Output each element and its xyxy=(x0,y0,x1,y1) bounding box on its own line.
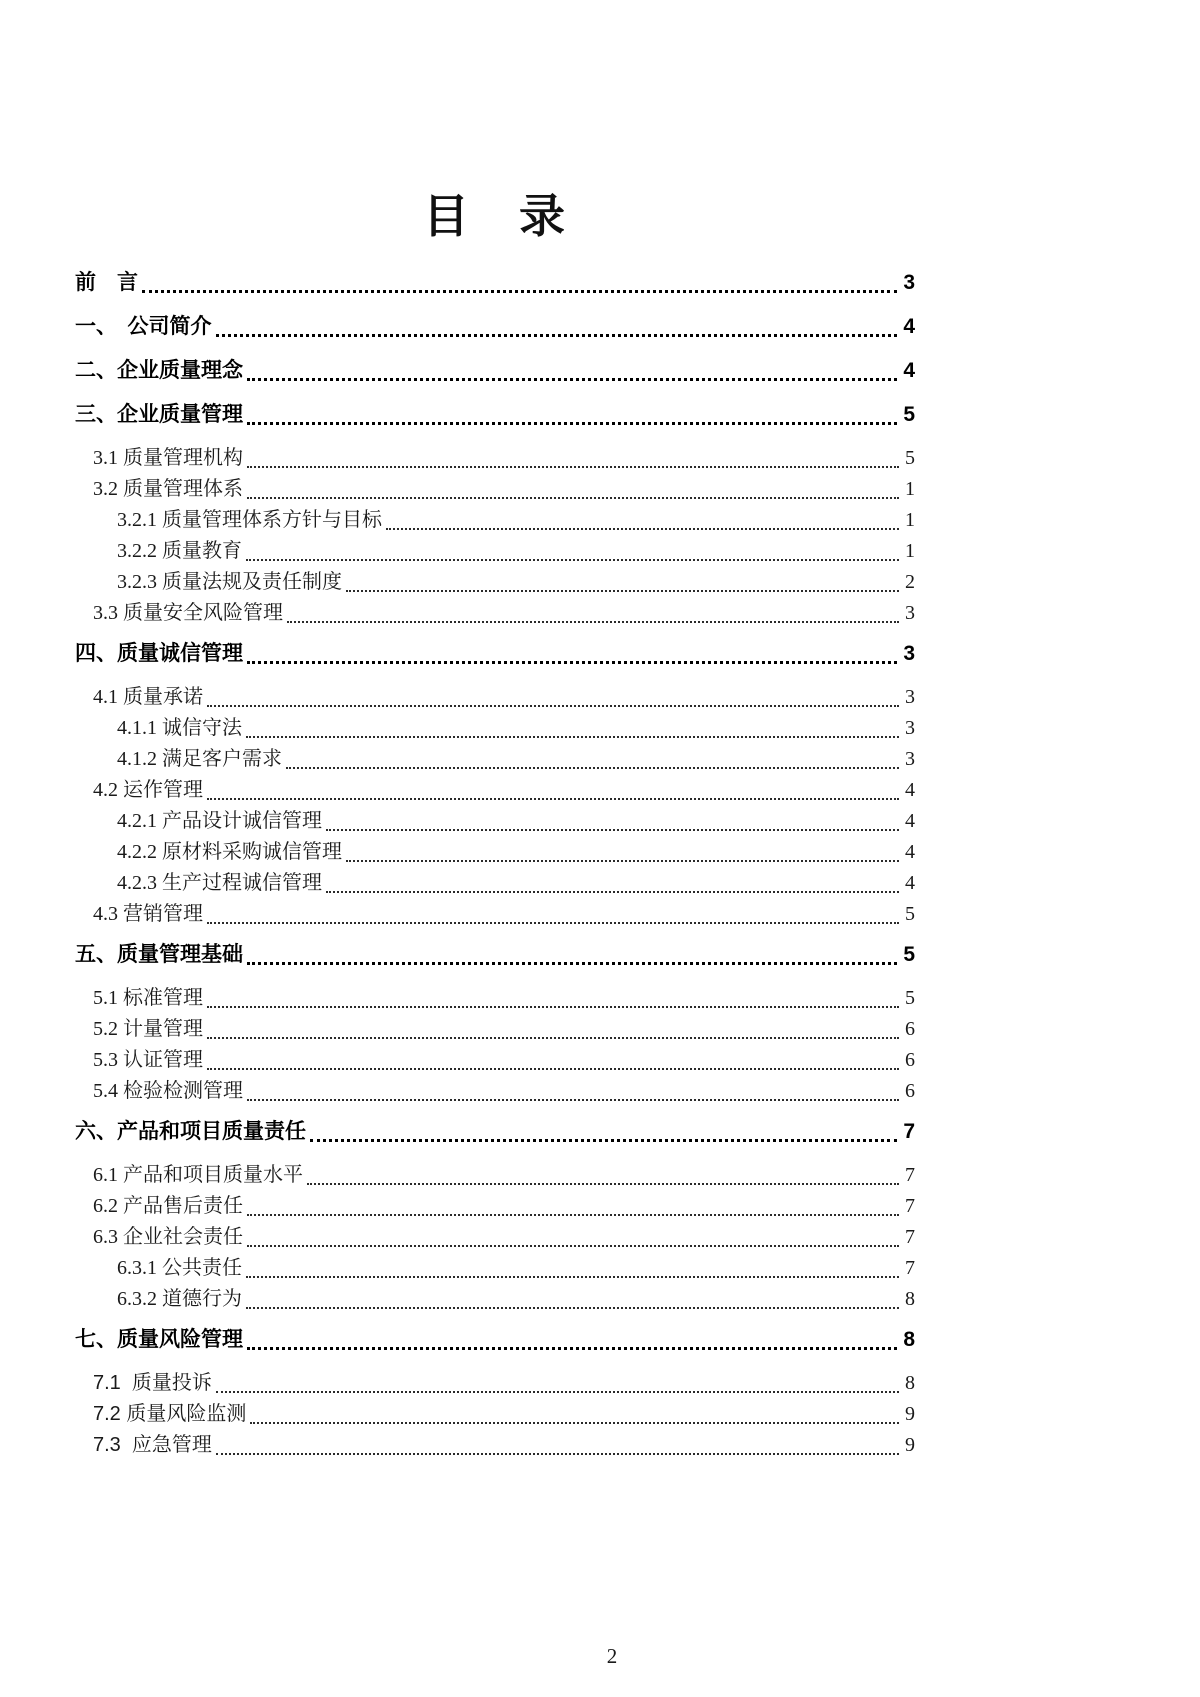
toc-entry-page-number: 1 xyxy=(905,478,915,500)
dotted-leader xyxy=(326,805,899,831)
toc-list xyxy=(75,266,915,1460)
toc-entry-label: 4.1 质量承诺 xyxy=(93,686,203,708)
toc-entry-page-number: 9 xyxy=(905,1434,915,1456)
toc-entry[interactable] xyxy=(75,805,915,836)
toc-entry-page-number: 3 xyxy=(903,642,915,665)
toc-entry[interactable] xyxy=(75,712,915,743)
dotted-leader xyxy=(207,681,899,707)
toc-entry-label: 6.3 企业社会责任 xyxy=(93,1226,243,1248)
toc-entry-page-number: 4 xyxy=(903,315,915,338)
toc-entry[interactable] xyxy=(75,442,915,473)
toc-entry[interactable] xyxy=(75,1190,915,1221)
toc-entry[interactable] xyxy=(75,354,915,386)
toc-entry-label: 6.2 产品售后责任 xyxy=(93,1195,243,1217)
toc-entry-label: 三、企业质量管理 xyxy=(75,403,243,426)
toc-entry[interactable] xyxy=(75,637,915,669)
toc-entry[interactable] xyxy=(75,938,915,970)
dotted-leader xyxy=(346,566,899,592)
toc-entry-label: 3.3 质量安全风险管理 xyxy=(93,602,283,624)
toc-entry-page-number: 5 xyxy=(903,403,915,426)
dotted-leader xyxy=(247,442,899,468)
toc-entry[interactable] xyxy=(75,1221,915,1252)
toc-entry-label: 3.2.2 质量教育 xyxy=(117,540,242,562)
toc-entry-label: 5.4 检验检测管理 xyxy=(93,1080,243,1102)
dotted-leader xyxy=(247,473,899,499)
toc-entry[interactable] xyxy=(75,566,915,597)
page-title: 目 录 xyxy=(423,190,567,242)
dotted-leader xyxy=(207,1013,899,1039)
toc-entry-label: 4.2.2 原材料采购诚信管理 xyxy=(117,841,342,863)
toc-entry-page-number: 6 xyxy=(905,1049,915,1071)
dotted-leader xyxy=(216,310,898,337)
toc-entry[interactable] xyxy=(75,1367,915,1398)
toc-entry-label: 4.2.1 产品设计诚信管理 xyxy=(117,810,322,832)
dotted-leader xyxy=(247,1221,899,1247)
toc-entry[interactable] xyxy=(75,310,915,342)
dotted-leader xyxy=(346,836,899,862)
dotted-leader xyxy=(246,1252,899,1278)
toc-entry-page-number: 4 xyxy=(905,810,915,832)
page-footer xyxy=(0,1644,1200,1669)
toc-entry[interactable] xyxy=(75,1013,915,1044)
toc-entry-page-number: 3 xyxy=(905,717,915,739)
toc-entry-label: 6.3.2 道德行为 xyxy=(117,1288,242,1310)
toc-entry[interactable] xyxy=(75,1159,915,1190)
toc-entry-page-number: 3 xyxy=(905,686,915,708)
toc-entry-label: 六、产品和项目质量责任 xyxy=(75,1120,306,1143)
toc-entry-page-number: 8 xyxy=(905,1288,915,1310)
toc-entry[interactable] xyxy=(75,1429,915,1460)
toc-entry[interactable] xyxy=(75,535,915,566)
dotted-leader xyxy=(310,1115,897,1142)
toc-entry-page-number: 8 xyxy=(903,1328,915,1351)
toc-entry-label: 6.3.1 公共责任 xyxy=(117,1257,242,1279)
dotted-leader xyxy=(287,597,899,623)
dotted-leader xyxy=(247,354,897,381)
dotted-leader xyxy=(247,398,897,425)
toc-entry-page-number: 3 xyxy=(903,271,915,294)
dotted-leader xyxy=(207,774,899,800)
toc-entry[interactable] xyxy=(75,1252,915,1283)
toc-entry-label: 5.1 标准管理 xyxy=(93,987,203,1009)
toc-entry-page-number: 3 xyxy=(905,602,915,624)
toc-entry-label: 5.2 计量管理 xyxy=(93,1018,203,1040)
dotted-leader xyxy=(246,712,899,738)
footer-page-number: 2 xyxy=(606,1644,618,1668)
toc-entry-label: 3.2 质量管理体系 xyxy=(93,478,243,500)
toc-entry[interactable] xyxy=(75,681,915,712)
toc-entry-label: 3.2.3 质量法规及责任制度 xyxy=(117,571,342,593)
dotted-leader xyxy=(286,743,899,769)
dotted-leader xyxy=(142,266,897,293)
toc-entry-page-number: 6 xyxy=(905,1080,915,1102)
toc-entry-page-number: 7 xyxy=(905,1226,915,1248)
dotted-leader xyxy=(216,1429,899,1455)
toc-entry[interactable] xyxy=(75,597,915,628)
toc-entry-label: 3.2.1 质量管理体系方针与目标 xyxy=(117,509,382,531)
toc-entry[interactable] xyxy=(75,398,915,430)
toc-entry-label: 6.1 产品和项目质量水平 xyxy=(93,1164,303,1186)
dotted-leader xyxy=(247,1323,897,1350)
toc-entry[interactable] xyxy=(75,266,915,298)
toc-entry[interactable] xyxy=(75,1283,915,1314)
toc-entry-label: 五、质量管理基础 xyxy=(75,943,243,966)
toc-entry-label: 5.3 认证管理 xyxy=(93,1049,203,1071)
dotted-leader xyxy=(326,867,899,893)
toc-entry[interactable] xyxy=(75,473,915,504)
toc-entry[interactable] xyxy=(75,1075,915,1106)
toc-entry-label: 7.3 应急管理 xyxy=(93,1434,212,1456)
toc-entry[interactable] xyxy=(75,774,915,805)
toc-entry-page-number: 4 xyxy=(905,779,915,801)
dotted-leader xyxy=(246,1283,899,1309)
toc-entry-page-number: 8 xyxy=(905,1372,915,1394)
toc-entry[interactable] xyxy=(75,836,915,867)
toc-entry-page-number: 7 xyxy=(905,1257,915,1279)
toc-entry-label: 前 言 xyxy=(75,271,138,294)
toc-entry[interactable] xyxy=(75,898,915,929)
dotted-leader xyxy=(247,637,897,664)
toc-entry-page-number: 3 xyxy=(905,748,915,770)
toc-entry-page-number: 7 xyxy=(905,1164,915,1186)
toc-entry-page-number: 5 xyxy=(905,903,915,925)
toc-entry-label: 一、 公司简介 xyxy=(75,315,212,338)
toc-entry-label: 4.2 运作管理 xyxy=(93,779,203,801)
toc-entry[interactable] xyxy=(75,982,915,1013)
toc-entry-page-number: 4 xyxy=(903,359,915,382)
toc-entry-page-number: 5 xyxy=(905,447,915,469)
toc-entry[interactable] xyxy=(75,1044,915,1075)
toc-entry-label: 7.1 质量投诉 xyxy=(93,1372,212,1394)
dotted-leader xyxy=(307,1159,899,1185)
toc-entry[interactable] xyxy=(75,1398,915,1429)
toc-entry-page-number: 4 xyxy=(905,872,915,894)
toc-entry-page-number: 6 xyxy=(905,1018,915,1040)
toc-entry-label: 4.1.1 诚信守法 xyxy=(117,717,242,739)
toc-entry-page-number: 7 xyxy=(903,1120,915,1143)
toc-entry-label: 3.1 质量管理机构 xyxy=(93,447,243,469)
toc-entry-page-number: 7 xyxy=(905,1195,915,1217)
toc-entry-label: 七、质量风险管理 xyxy=(75,1328,243,1351)
dotted-leader xyxy=(207,982,899,1008)
toc-entry-label: 7.2 质量风险监测 xyxy=(93,1403,247,1425)
dotted-leader xyxy=(247,1190,899,1216)
toc-entry-page-number: 1 xyxy=(905,540,915,562)
dotted-leader xyxy=(207,1044,899,1070)
dotted-leader xyxy=(247,1075,899,1101)
dotted-leader xyxy=(246,535,899,561)
toc-entry-label: 4.1.2 满足客户需求 xyxy=(117,748,282,770)
toc-entry-page-number: 9 xyxy=(905,1403,915,1425)
toc-entry-label: 4.3 营销管理 xyxy=(93,903,203,925)
toc-entry-page-number: 1 xyxy=(905,509,915,531)
toc-entry[interactable] xyxy=(75,504,915,535)
toc-entry-page-number: 4 xyxy=(905,841,915,863)
dotted-leader xyxy=(216,1367,899,1393)
toc-entry-label: 二、企业质量理念 xyxy=(75,359,243,382)
dotted-leader xyxy=(207,898,899,924)
toc-entry-page-number: 5 xyxy=(905,987,915,1009)
toc-entry[interactable] xyxy=(75,743,915,774)
dotted-leader xyxy=(250,1398,899,1424)
toc-entry-page-number: 2 xyxy=(905,571,915,593)
toc-entry-page-number: 5 xyxy=(903,943,915,966)
toc-entry-label: 四、质量诚信管理 xyxy=(75,642,243,665)
toc-entry[interactable] xyxy=(75,867,915,898)
toc-entry[interactable] xyxy=(75,1115,915,1147)
dotted-leader xyxy=(386,504,899,530)
toc-entry[interactable] xyxy=(75,1323,915,1355)
dotted-leader xyxy=(247,938,897,965)
toc-entry-label: 4.2.3 生产过程诚信管理 xyxy=(117,872,322,894)
